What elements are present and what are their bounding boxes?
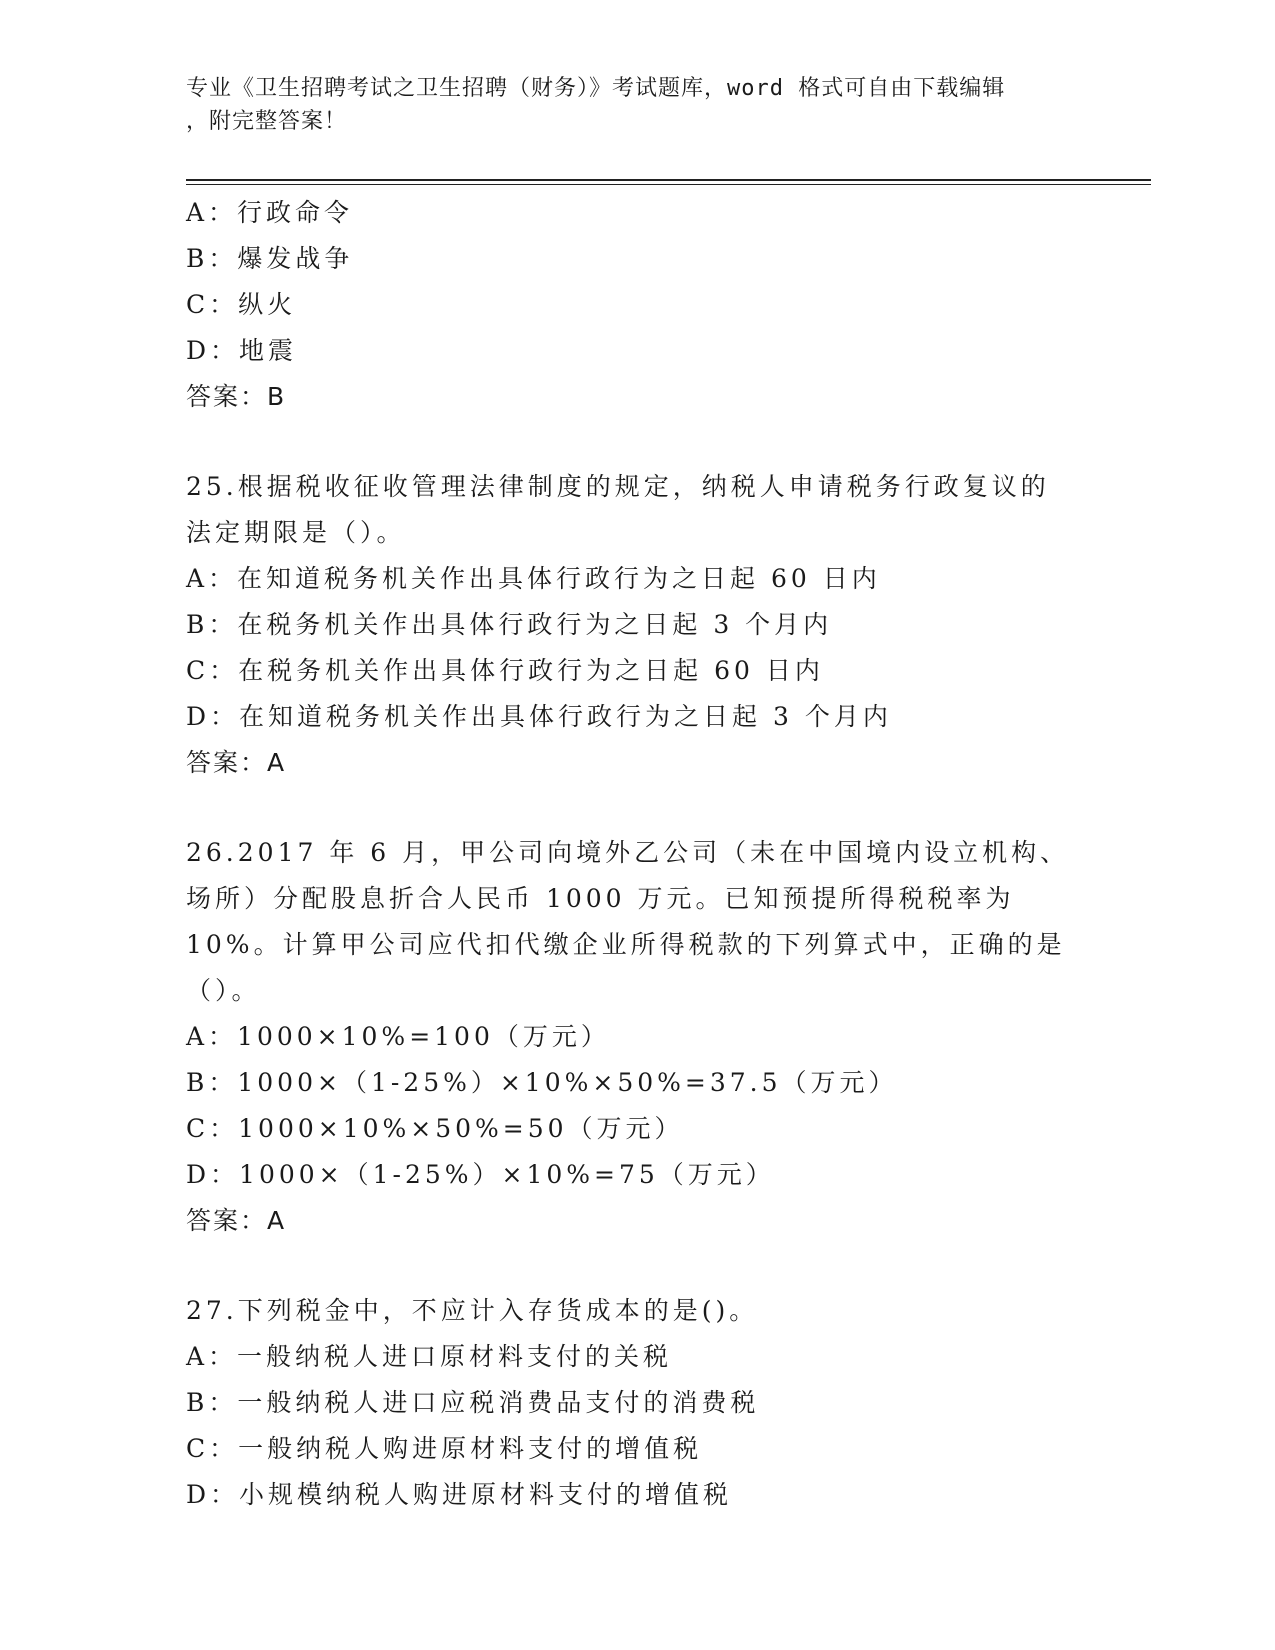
header-rule-thin xyxy=(186,184,1151,185)
option-d: D：小规模纳税人购进原材料支付的增值税 xyxy=(186,1480,733,1509)
answer: 答案：B xyxy=(186,382,287,411)
question-stem: 25.根据税收征收管理法律制度的规定，纳税人申请税务行政复议的法定期限是（）。 xyxy=(186,472,1050,547)
header-line-2: ，附完整答案！ xyxy=(186,109,348,134)
header-rule-thick xyxy=(186,179,1151,181)
option-d: D：1000×（1-25%）×10%=75（万元） xyxy=(186,1160,775,1189)
option-d: D：地震 xyxy=(186,336,298,365)
option-a: A：在知道税务机关作出具体行政行为之日起 60 日内 xyxy=(186,564,881,593)
option-b: B：1000×（1-25%）×10%×50%=37.5（万元） xyxy=(186,1068,898,1097)
document-header xyxy=(186,72,1066,138)
question-list xyxy=(186,190,1086,1518)
option-b: B：在税务机关作出具体行政行为之日起 3 个月内 xyxy=(186,610,833,639)
answer: 答案：A xyxy=(186,748,287,777)
option-a: A：1000×10%=100（万元） xyxy=(186,1022,610,1051)
option-b: B：一般纳税人进口应税消费品支付的消费税 xyxy=(186,1388,760,1417)
question-stem: 26.2017 年 6 月，甲公司向境外乙公司（未在中国境内设立机构、场所）分配股息折合人民币 1000 万元。已知预提所得税税率为 10%。计算甲公司应代扣代缴企业所得税款的下列算式中，正确的是（）。 xyxy=(186,838,1070,1005)
header-line-1: 专业《卫生招聘考试之卫生招聘（财务）》考试题库，word 格式可自由下载编辑 xyxy=(186,76,1006,101)
option-b: B：爆发战争 xyxy=(186,244,354,273)
option-a: A：行政命令 xyxy=(186,198,354,227)
option-d: D：在知道税务机关作出具体行政行为之日起 3 个月内 xyxy=(186,702,892,731)
option-a: A：一般纳税人进口原材料支付的关税 xyxy=(186,1342,673,1371)
option-c: C：纵火 xyxy=(186,290,297,319)
question-27 xyxy=(186,1288,1086,1518)
option-c: C：在税务机关作出具体行政行为之日起 60 日内 xyxy=(186,656,824,685)
option-c: C：一般纳税人购进原材料支付的增值税 xyxy=(186,1434,703,1463)
option-c: C：1000×10%×50%=50（万元） xyxy=(186,1114,684,1143)
question-24 xyxy=(186,190,1086,420)
question-25 xyxy=(186,464,1086,786)
question-stem: 27.下列税金中，不应计入存货成本的是()。 xyxy=(186,1296,759,1325)
question-26 xyxy=(186,830,1086,1244)
answer: 答案：A xyxy=(186,1206,287,1235)
